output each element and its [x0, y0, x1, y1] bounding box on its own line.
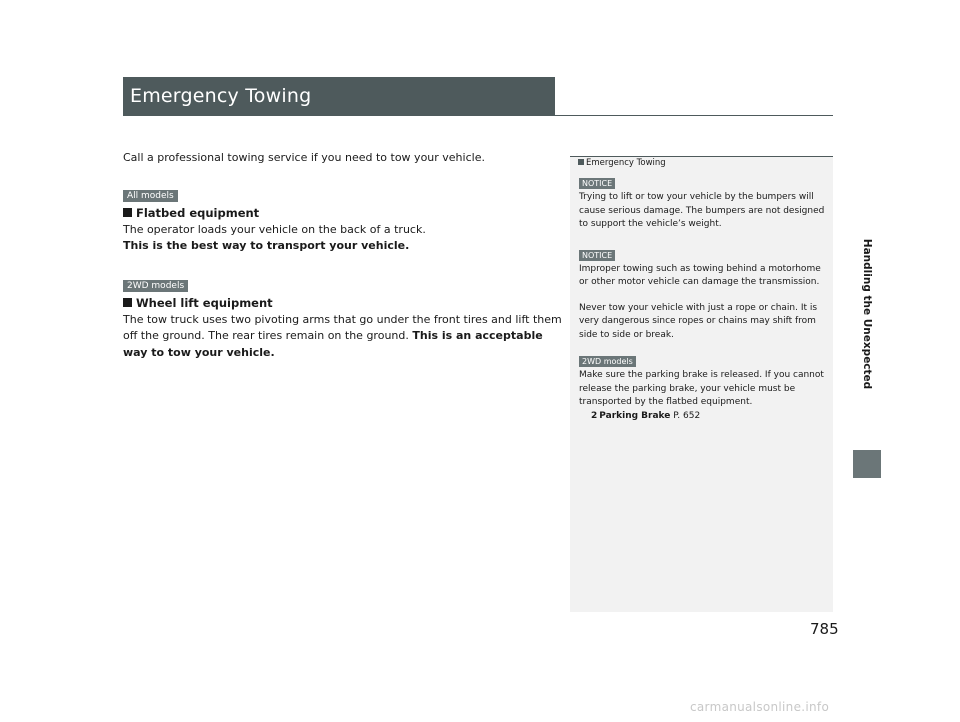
- wheel-lift-heading-text: Wheel lift equipment: [136, 296, 273, 310]
- sidebar-header: [570, 156, 833, 170]
- warning-text: Never tow your vehicle with just a rope or chain. It is very dangerous since ropes or chains may shift from side to side or break.: [579, 302, 818, 340]
- flatbed-bold-text: This is the best way to transport your vehicle.: [123, 239, 410, 252]
- section-tab-text: Handling the Unexpected: [861, 238, 873, 390]
- parking-brake-text: Make sure the parking brake is released. If you cannot release the parking brake, your vehicle must be transported by the flatbed equipment.: [579, 370, 824, 408]
- notice-text: Improper towing such as towing behind a motorhome or other motor vehicle can damage the transmission.: [579, 264, 821, 288]
- flatbed-text: The operator loads your vehicle on the back of a truck.: [123, 222, 426, 236]
- notice-badge: NOTICE: [579, 250, 615, 261]
- wheel-lift-bold: This is an acceptable way to tow your vehicle.: [123, 329, 543, 359]
- intro-text: Call a professional towing service if you need to tow your vehicle.: [123, 151, 485, 164]
- parking-brake-reference[interactable]: [579, 410, 827, 423]
- wheel-lift-body: The tow truck uses two pivoting arms that go under the front tires and lift them off the ground. The rear tires remain on the ground.: [123, 312, 562, 342]
- page-title: Emergency Towing: [123, 77, 555, 115]
- notice-text: Trying to lift or tow your vehicle by the bumpers will cause serious damage. The bumpers are not designed to support the vehicle’s weight.: [579, 192, 825, 230]
- watermark: carmanualsonline.info: [690, 700, 830, 714]
- reference-label: Parking Brake: [599, 410, 671, 421]
- reference-mark-icon: [578, 159, 584, 165]
- section-tab-label: [852, 178, 880, 453]
- 2wd-models-tag: 2WD models: [579, 356, 636, 367]
- square-bullet-icon: [123, 298, 132, 307]
- reference-page: P. 652: [670, 410, 701, 421]
- 2wd-models-tag: 2WD models: [123, 280, 188, 292]
- reference-arrow-icon: 2: [591, 410, 598, 421]
- title-divider: [123, 115, 833, 116]
- sidebar-header-text: Emergency Towing: [586, 158, 666, 168]
- section-tab-marker: [853, 450, 881, 478]
- main-content: [123, 150, 563, 361]
- flatbed-heading-text: Flatbed equipment: [136, 206, 260, 220]
- notice-badge: NOTICE: [579, 178, 615, 189]
- page-number: 785: [810, 620, 839, 638]
- sidebar-body: [579, 178, 827, 423]
- flatbed-heading: [123, 205, 563, 222]
- wheel-lift-text: [123, 312, 563, 362]
- all-models-tag: All models: [123, 190, 178, 202]
- square-bullet-icon: [123, 208, 132, 217]
- wheel-lift-heading: [123, 295, 563, 312]
- sidebar-notes: [570, 156, 833, 612]
